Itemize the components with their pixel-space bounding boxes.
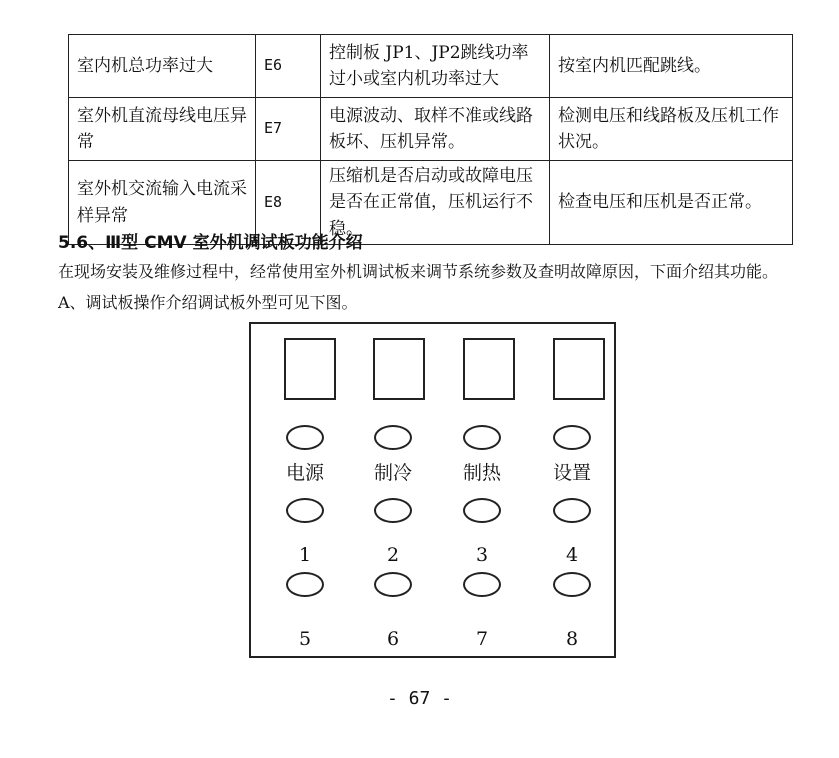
fault-cause-cell: 控制板 JP1、JP2跳线功率过小或室内机功率过大 bbox=[321, 35, 550, 98]
table-row bbox=[69, 98, 793, 161]
fault-description-cell: 室外机交流输入电流采样异常 bbox=[69, 161, 256, 245]
fault-code-table bbox=[68, 34, 793, 245]
button-1[interactable] bbox=[286, 498, 324, 523]
fault-description-cell: 室内机总功率过大 bbox=[69, 35, 256, 98]
power-indicator bbox=[286, 425, 324, 450]
button-8-label: 8 bbox=[565, 628, 579, 650]
fault-solution-cell: 按室内机匹配跳线。 bbox=[550, 35, 793, 98]
intro-paragraph: 在现场安装及维修过程中，经常使用室外机调试板来调节系统参数及查明故障原因，下面介绍其功能。 bbox=[58, 262, 779, 281]
led-display-4 bbox=[553, 338, 605, 400]
board-intro-paragraph: A、调试板操作介绍调试板外型可见下图。 bbox=[58, 293, 358, 312]
table-row bbox=[69, 35, 793, 98]
button-7-label: 7 bbox=[475, 628, 489, 650]
button-6-label: 6 bbox=[386, 628, 400, 650]
led-display-2 bbox=[373, 338, 425, 400]
fault-cause-cell: 电源波动、取样不准或线路板坏、压机异常。 bbox=[321, 98, 550, 161]
led-display-3 bbox=[463, 338, 515, 400]
debug-board-diagram bbox=[249, 322, 616, 658]
fault-cause-cell: 压缩机是否启动或故障电压是否在正常值，压机运行不稳。 bbox=[321, 161, 550, 245]
heating-label: 制热 bbox=[462, 462, 501, 484]
button-6[interactable] bbox=[374, 572, 412, 597]
button-4[interactable] bbox=[553, 498, 591, 523]
section-title: 5.6、Ⅲ型 CMV 室外机调试板功能介绍 bbox=[58, 233, 363, 253]
fault-solution-cell: 检测电压和线路板及压机工作状况。 bbox=[550, 98, 793, 161]
setting-indicator bbox=[553, 425, 591, 450]
button-2[interactable] bbox=[374, 498, 412, 523]
button-3[interactable] bbox=[463, 498, 501, 523]
button-2-label: 2 bbox=[386, 544, 400, 566]
button-1-label: 1 bbox=[298, 544, 312, 566]
button-8[interactable] bbox=[553, 572, 591, 597]
cooling-label: 制冷 bbox=[373, 462, 412, 484]
button-3-label: 3 bbox=[475, 544, 489, 566]
fault-code-cell: E7 bbox=[256, 98, 321, 161]
button-7[interactable] bbox=[463, 572, 501, 597]
led-display-1 bbox=[284, 338, 336, 400]
fault-description-cell: 室外机直流母线电压异常 bbox=[69, 98, 256, 161]
power-label: 电源 bbox=[285, 462, 324, 484]
button-5[interactable] bbox=[286, 572, 324, 597]
heating-indicator bbox=[463, 425, 501, 450]
page-number: - 67 - bbox=[386, 688, 453, 709]
setting-label: 设置 bbox=[552, 462, 591, 484]
button-5-label: 5 bbox=[298, 628, 312, 650]
cooling-indicator bbox=[374, 425, 412, 450]
button-4-label: 4 bbox=[565, 544, 579, 566]
fault-code-cell: E6 bbox=[256, 35, 321, 98]
fault-code-cell: E8 bbox=[256, 161, 321, 245]
fault-solution-cell: 检查电压和压机是否正常。 bbox=[550, 161, 793, 245]
